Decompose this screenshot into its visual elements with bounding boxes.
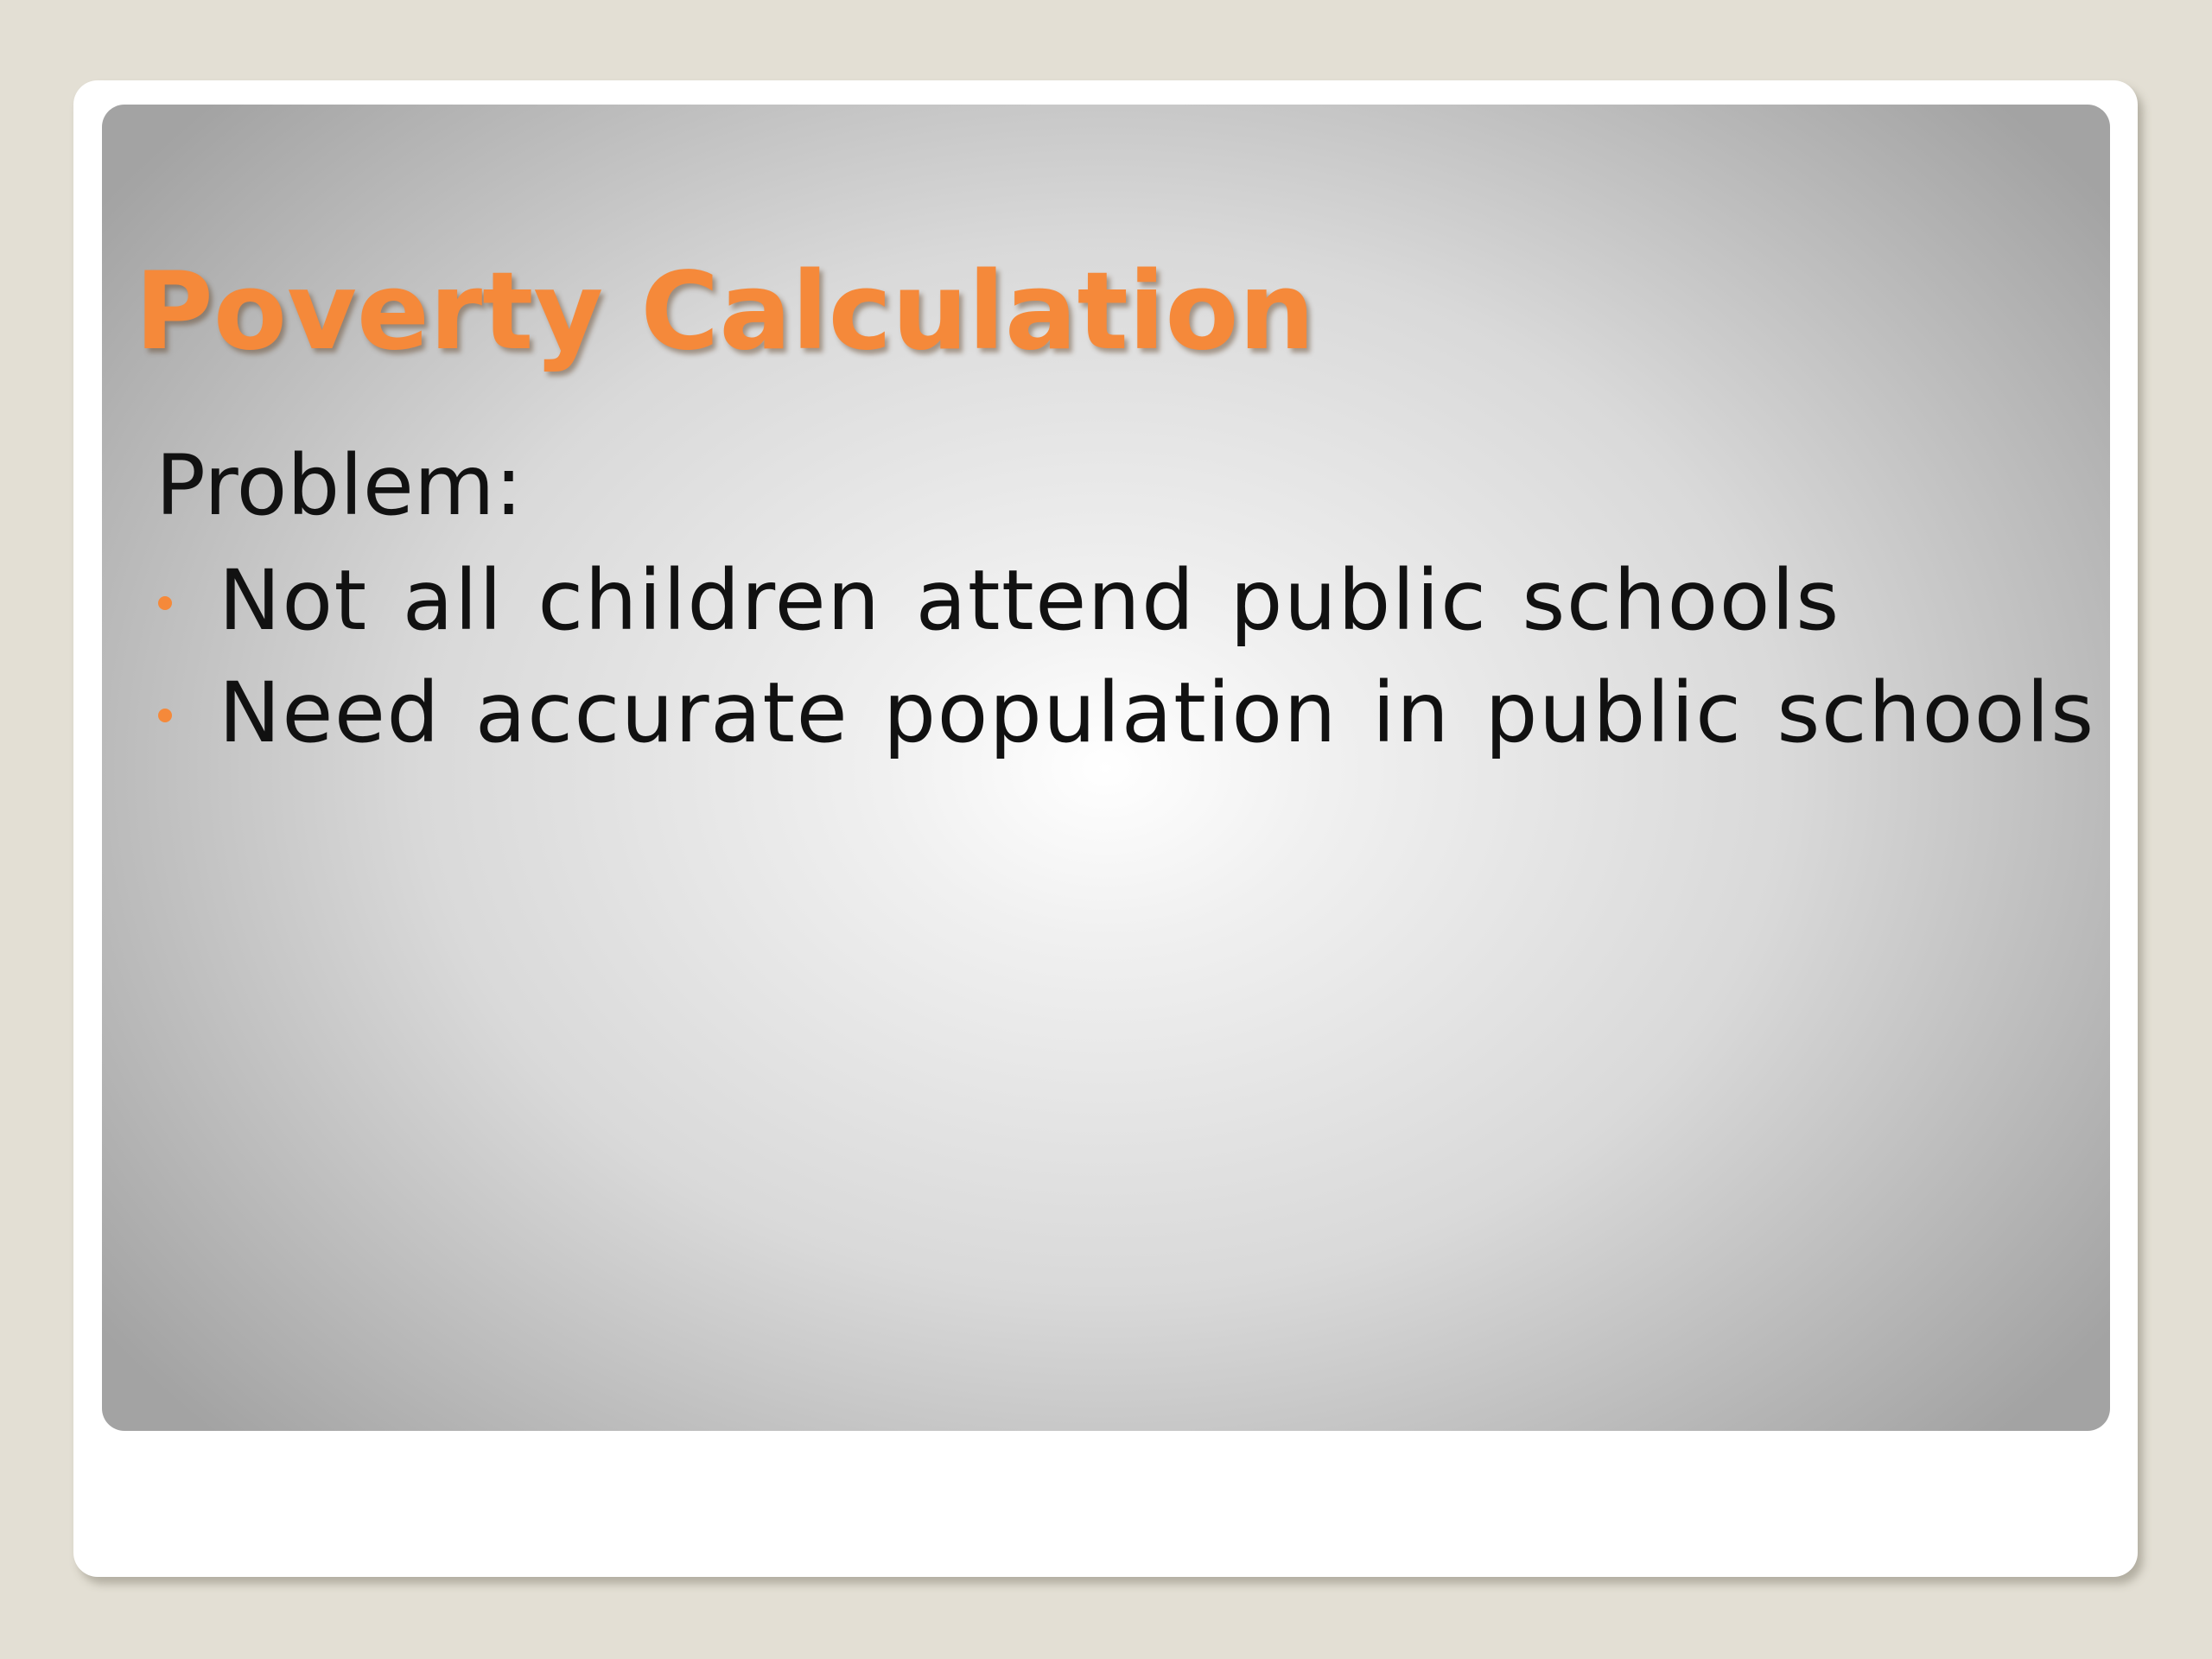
bullet-dot-icon bbox=[158, 709, 172, 722]
slide-body bbox=[156, 432, 2095, 769]
bullet-dot-icon bbox=[158, 596, 172, 610]
slide-title: Poverty Calculation bbox=[135, 250, 1315, 374]
bullet-text: Not all children attend public schools bbox=[219, 552, 1840, 649]
bullet-item bbox=[156, 657, 2095, 769]
problem-label: Problem: bbox=[156, 437, 523, 534]
bullet-text: Need accurate population in public schools bbox=[219, 664, 2095, 761]
bullet-item bbox=[156, 544, 2091, 657]
bullet-list bbox=[156, 544, 2095, 769]
